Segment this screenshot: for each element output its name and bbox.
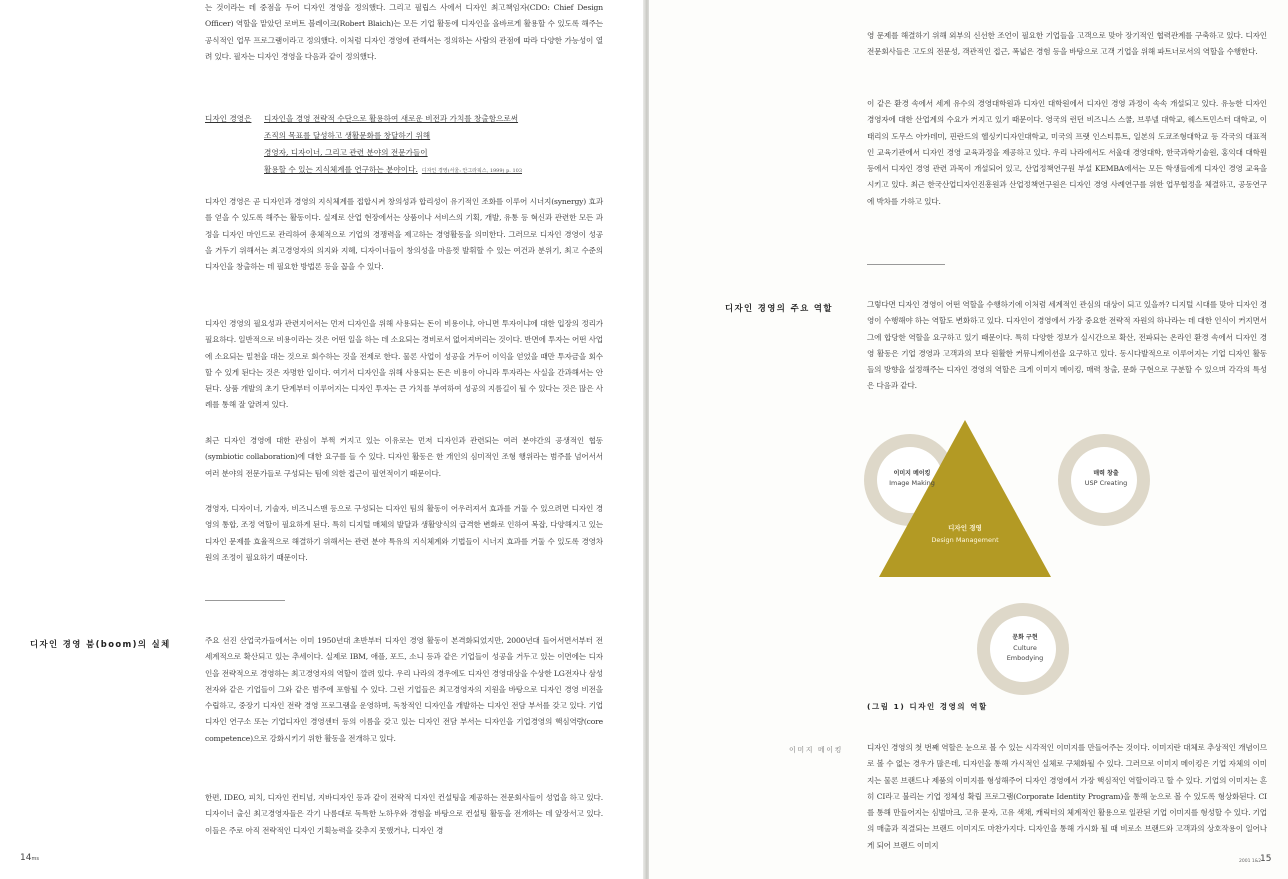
right-page — [649, 0, 1288, 879]
design-management-diagram — [865, 418, 1128, 693]
left-page — [0, 0, 643, 879]
definition-line-4-text: 활용할 수 있는 지식체계를 연구하는 분야이다. — [264, 165, 418, 174]
left-paragraph-3: 디자인 경영의 필요성과 관련지어서는 먼저 디자인을 위해 사용되는 돈이 비용이냐, 아니면 투자이냐에 대한 입장의 정리가 필요하다. 일반적으로 비용이라는 것은 어떤 일을 하는 데 소요되는 경비로서 없어져버리는 것이다. 반면에 투자는 어떤 사업에 소요되는 밑천을 대는 것으로 회수하는 것을 전제로 한다. 물론 사업이 성공을 거두어 이익을 얻었을 때만 투자금을 회수할 수 있게 된다는 것은 자명한 일이다. 여기서 디자인을 위해 사용되는 돈은 비용이 아니라 투자라는 사실을 간과해서는 안된다. 상품 개발의 초기 단계부터 이루어지는 디자인 투자는 큰 가치를 부여하여 성공의 지름길이 될 수 있다는 것은 많은 사례를 통해 잘 알려져 있다. — [205, 319, 603, 410]
issue-label: 2001 1&2 — [1239, 859, 1262, 864]
page-number-left-suffix: ms — [31, 856, 39, 862]
definition-source: 디자인 경영(서울: 안그라픽스, 1999) p. 103 — [421, 168, 523, 174]
diagram-bottom-label-en2: Embodying — [1006, 654, 1044, 662]
left-paragraph-4: 최근 디자인 경영에 대한 관심이 부쩍 커지고 있는 이유로는 먼저 디자인과 관련되는 여러 분야간의 공생적인 협동(symbiotic collaboration)에 대한 요구를 들 수 있다. 디자인 활동은 한 개인의 심미적인 조형 행위라는 범주를 넘어서서 여러 분야의 전문가들로 구성되는 팀에 의한 접근이 필연적이기 때문이다. — [205, 436, 603, 478]
diagram-center-label-ko: 디자인 경영 — [948, 524, 982, 532]
page-number-right: 15 — [1260, 854, 1272, 864]
left-paragraph-7: 한편, IDEO, 피치, 디자인 컨티넘, 지바디자인 등과 같이 전략적 디자인 컨설팅을 제공하는 전문회사들이 성업을 하고 있다. 디자이너 출신 최고경영자들은 각기 나름대로 독특한 노하우와 경험을 바탕으로 컨설팅 활동을 전개하는 데 앞장서고 있다. 이들은 주로 아직 전략적인 디자인 기획능력을 갖추지 못했거나, 디자인 경 — [205, 793, 603, 835]
left-paragraph-5: 경영자, 디자이너, 기술자, 비즈니스맨 등으로 구성되는 디자인 팀의 활동이 어우러져서 효과를 거둘 수 있으려면 디자인 경영의 통합, 조정 역할이 필요하게 된다. 특히 디지털 매체의 발달과 생활양식의 급격한 변화로 인하여 복잡, 다양해지고 있는 디자인 문제를 효율적으로 해결하기 위해서는 관련 분야 특유의 지식체계와 기법들이 시너지 효과를 거둘 수 있도록 경영차원의 조정이 필요하기 때문이다. — [205, 504, 603, 562]
diagram-bottom-label-ko: 문화 구현 — [1012, 634, 1038, 641]
diagram-left-label-ko: 이미지 메이킹 — [893, 470, 931, 477]
diagram-center-label-en: Design Management — [931, 536, 999, 544]
section-heading-roles: 디자인 경영의 주요 역할 — [725, 303, 833, 313]
section-divider — [205, 600, 285, 601]
right-paragraph-1: 영 문제를 해결하기 위해 외부의 신선한 조언이 필요한 기업들을 고객으로 맞아 장기적인 협력관계를 구축하고 있다. 디자인 전문회사들은 고도의 전문성, 객관적인 접근, 폭넓은 경험 등을 바탕으로 고객 기업을 위해 파트너로서의 역할을 수행한다. — [867, 31, 1267, 57]
diagram-right-label-ko: 매력 창출 — [1093, 470, 1119, 477]
page-number-left-value: 14 — [20, 853, 32, 863]
section-heading-boom: 디자인 경영 붐(boom)의 실체 — [30, 639, 171, 649]
section-divider-right — [867, 264, 945, 265]
definition-line-2: 조직의 목표를 달성하고 생활문화를 창달하기 위해 — [264, 131, 431, 140]
definition-line-1: 디자인을 경영 전략적 수단으로 활용하여 새로운 비전과 가치를 창출함으로써 — [264, 114, 519, 123]
left-paragraph-6: 주요 선진 산업국가들에서는 이미 1950년대 초반부터 디자인 경영 활동이 본격화되었지만, 2000년대 들어서면서부터 전 세계적으로 확산되고 있는 추세이다. 실제로 IBM, 애플, 포드, 소니 등과 같은 기업들이 성공을 거두고 있는 이면에는 디자인을 전략적으로 경영하는 최고경영자의 역할이 깔려 있다. 우리 나라의 경우에도 디자인 경영대상을 수상한 LG전자나 삼성전자와 같은 기업들이 그와 같은 범주에 포함될 수 있다. 그런 기업들은 최고경영자의 지원을 바탕으로 디자인 경영 비전을 수립하고, 중장기 디자인 전략 경영 프로그램을 운영하며, 독창적인 디자인을 개발하는 디자인 전담 부서를 갖고 있다. 기업디자인 연구소 또는 기업디자인 경영센터 등의 이름을 갖고 있는 디자인 전담 부서는 디자인을 기업경영의 핵심역량(core competence)으로 강화시키기 위한 활동을 전개하고 있다. — [205, 636, 603, 743]
diagram-left-label-en: Image Making — [889, 479, 935, 487]
definition-line-3: 경영자, 디자이너, 그리고 관련 분야의 전문가들이 — [264, 148, 428, 157]
figure-caption: (그림 1) 디자인 경영의 역할 — [867, 702, 988, 711]
definition-line-4 — [264, 164, 522, 175]
right-paragraph-2: 이 같은 환경 속에서 세계 유수의 경영대학원과 디자인 대학원에서 디자인 경영 과정이 속속 개설되고 있다. 유능한 디자인 경영자에 대한 산업계의 수요가 커지고 있기 때문이다. 영국의 런던 비즈니스 스쿨, 브루넬 대학교, 웨스트민스터 대학교, 이태리의 도무스 아카데미, 핀란드의 헬싱키디자인대학교, 미국의 프랫 인스티튜트, 일본의 도쿄조형대학교 등 각국의 대표적인 교육기관에서 디자인 경영 교육과정을 제공하고 있다. 우리 나라에서도 서울대 경영대학, 한국과학기술원, 홍익대 대학원 등에서 디자인 경영 관련 과목이 개설되어 있고, 산업정책연구원 부설 KEMBA에서는 모든 학생들에게 디자인 경영 교육을 시키고 있다. 최근 한국산업디자인진흥원과 산업정책연구원은 디자인 경영 사례연구를 위한 업무협정을 체결하고, 공동연구에 박차를 가하고 있다. — [867, 99, 1267, 206]
left-paragraph-1: 는 것이라는 데 중점을 두어 디자인 경영을 정의했다. 그리고 필립스 사에서 디자인 최고책임자(CDO: Chief Design Officer) 역할을 맡았던 로버트 블레이크(Robert Blaich)는 모든 기업 활동에 디자인을 올바르게 활용할 수 있도록 해주는 공식적인 업무 프로그램이라고 정의했다. 이처럼 디자인 경영에 관해서는 정의하는 사람의 관점에 따라 다양한 가능성이 열려 있다. 필자는 디자인 경영을 다음과 같이 정의했다. — [205, 3, 603, 61]
left-paragraph-2: 디자인 경영은 곧 디자인과 경영의 지식체계를 접합시켜 창의성과 합리성이 유기적인 조화를 이루어 시너지(synergy) 효과를 얻을 수 있도록 해주는 활동이다. 실제로 산업 현장에서는 상품이나 서비스의 기획, 개발, 유통 등 혁신과 관련한 모든 과정을 디자인 마인드로 관리하여 총체적으로 기업의 경쟁력을 제고하는 경영활동을 의미한다. 그러므로 디자인 경영이 성공을 거두기 위해서는 최고경영자의 의지와 지혜, 디자이너들이 창의성을 마음껏 발휘할 수 있는 여건과 분위기, 최고 수준의 디자인을 창출하는 데 필요한 방법론 등을 꼽을 수 있다. — [205, 197, 603, 272]
diagram-right-label-en: USP Creating — [1084, 479, 1128, 487]
right-paragraph-3: 그렇다면 디자인 경영이 어떤 역할을 수행하기에 이처럼 세계적인 관심의 대상이 되고 있을까? 디지털 시대를 맞아 디자인 경영이 수행해야 하는 역할도 변화하고 있다. 디자인이 경영에서 가장 중요한 전략적 자원의 하나라는 데 대한 인식이 커지면서 그에 합당한 역할을 요구하고 있기 때문이다. 특히 다양한 정보가 실시간으로 확산, 전파되는 온라인 환경 속에서 디자인 경영 활동은 기업 경영과 고객과의 보다 원활한 커뮤니케이션을 요구하고 있다. 동시다발적으로 이루어지는 기업 디자인 활동들의 방향을 설정해주는 디자인 경영의 역할은 크게 이미지 메이킹, 매력 창출, 문화 구현으로 구분할 수 있으며 각각의 특성은 다음과 같다. — [867, 300, 1267, 391]
right-paragraph-4: 디자인 경영의 첫 번째 역할은 눈으로 볼 수 있는 시각적인 이미지를 만들어주는 것이다. 이미지란 대체로 추상적인 개념이므로 볼 수 없는 경우가 많은데, 디자인을 통해 가시적인 실체로 구체화될 수 있다. 그러므로 이미지 메이킹은 기업 자체의 이미지는 물론 브랜드나 제품의 이미지를 형성해주어 디자인 경영에서 가장 핵심적인 역할이라고 할 수 있다. 기업의 이미지는 흔히 CI라고 불리는 기업 정체성 확립 프로그램(Corporate Identity Program)을 통해 눈으로 볼 수 있도록 형상화된다. CI를 통해 만들어지는 심벌마크, 고유 문자, 고유 색채, 캐릭터의 체계적인 활용으로 일관된 기업 이미지를 형성할 수 있다. 기업의 매출과 직결되는 브랜드 이미지도 마찬가지다. 디자인을 통해 가시화 될 때 비로소 브랜드와 고객과의 상호작용이 일어나게 되어 브랜드 이미지 — [867, 743, 1267, 850]
definition-term: 디자인 경영은 — [205, 114, 252, 123]
diagram-bottom-label-en1: Culture — [1013, 644, 1037, 652]
page-number-left — [20, 853, 39, 863]
side-note-image-making: 이미지 메이킹 — [789, 746, 843, 754]
